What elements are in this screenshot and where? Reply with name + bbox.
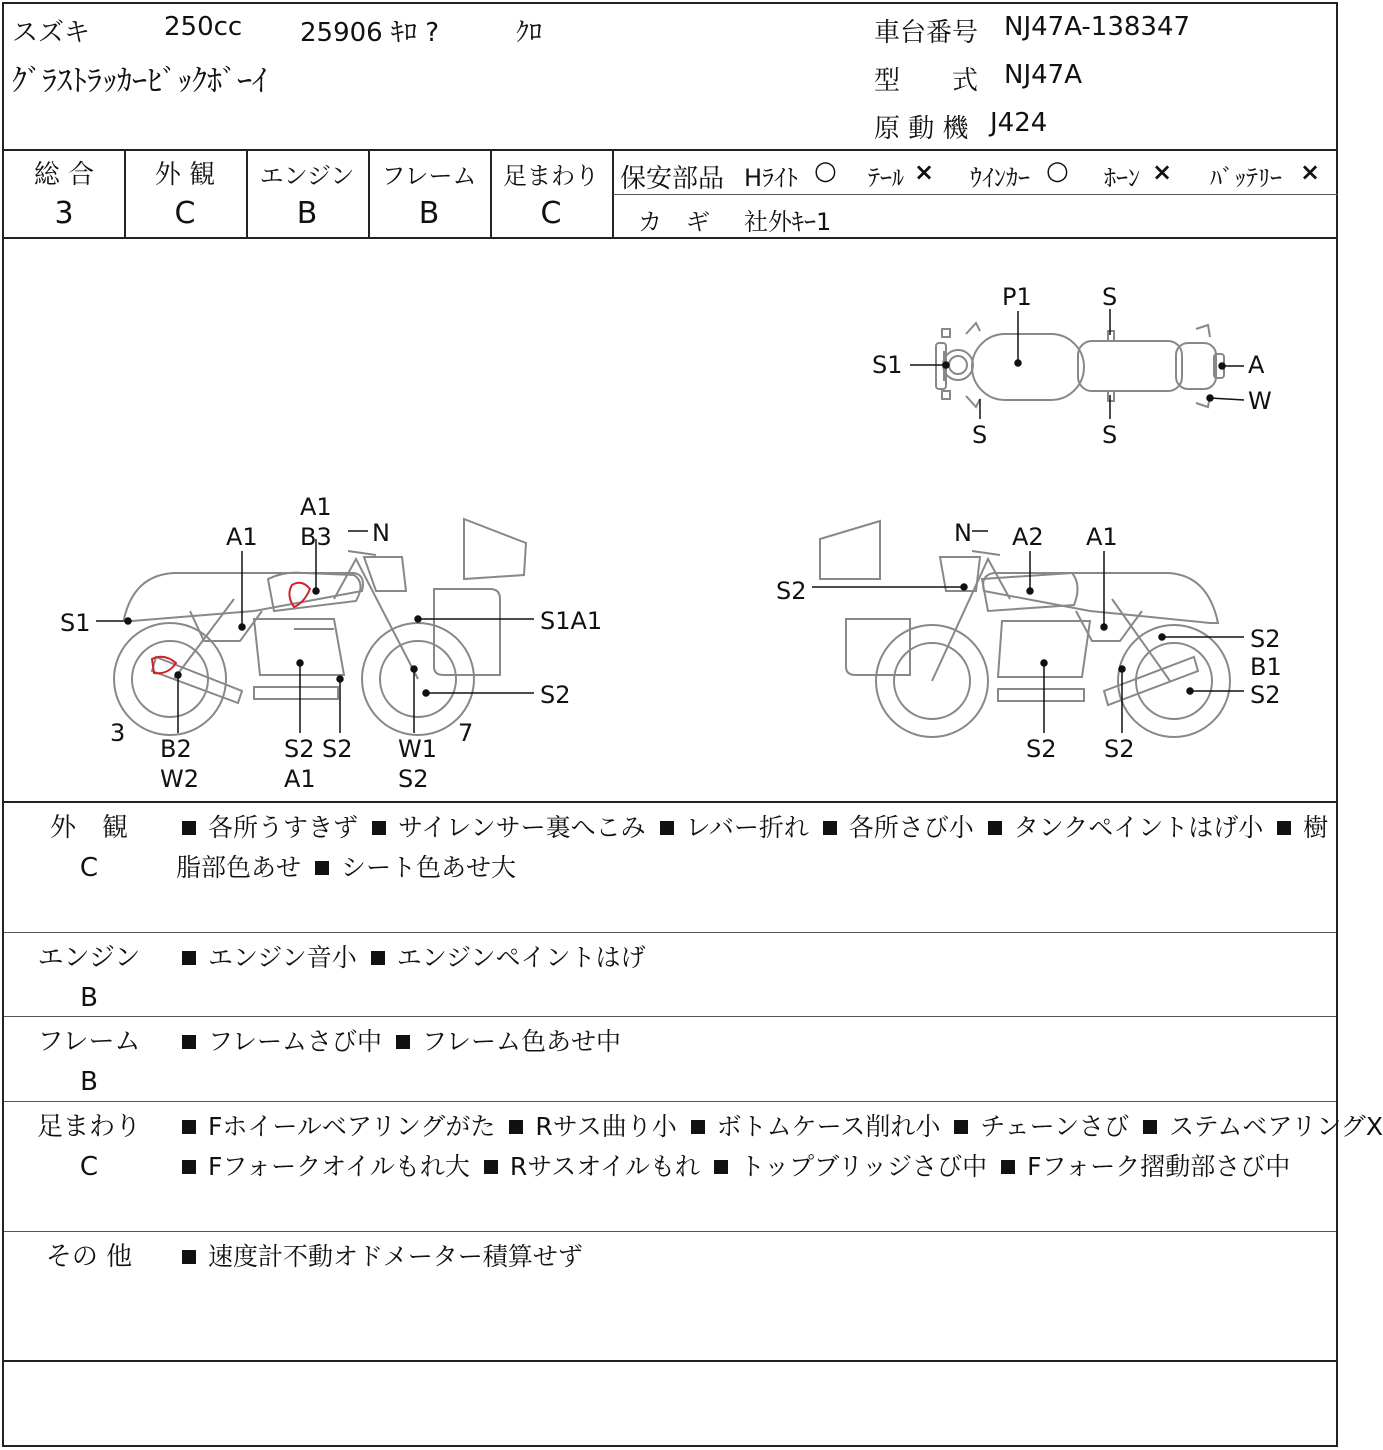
bullet-icon [182, 1035, 196, 1049]
bullet-icon [823, 821, 837, 835]
note-item: ステムベアリングX [1169, 1112, 1383, 1141]
damage-mark-tank [289, 583, 310, 607]
frame-notes [176, 1022, 1336, 1062]
label-a1: A1 [300, 493, 332, 521]
suspension-section-label: 足まわり [36, 1112, 141, 1142]
label-s2: S2 [322, 735, 353, 763]
label-s2: S2 [284, 735, 315, 763]
bullet-icon [484, 1160, 498, 1174]
note-item: Rサスオイルもれ [509, 1152, 700, 1181]
type-value: NJ47A [1004, 60, 1082, 90]
label-s: S [1102, 283, 1118, 311]
bullet-icon [509, 1120, 523, 1134]
note-item: 速度計不動オドメーター積算せず [208, 1242, 583, 1271]
bullet-icon [372, 821, 386, 835]
divider [612, 149, 614, 237]
note-item: エンジンペイントはげ [396, 943, 646, 972]
suspension-label: 足まわり [503, 162, 599, 190]
frame-section-grade: B [80, 1067, 98, 1097]
inspection-sheet [2, 2, 1383, 1447]
label-s2: S2 [398, 765, 429, 793]
other-section-label: その 他 [45, 1242, 133, 1272]
note-item: フレームさび中 [208, 1027, 383, 1056]
divider [4, 1231, 1336, 1232]
note-item: タンクペイントはげ小 [1013, 813, 1264, 842]
label-w2: W2 [160, 765, 199, 793]
divider [4, 1101, 1336, 1102]
maker: スズキ [12, 18, 91, 48]
model-name: ｸﾞﾗｽﾄﾗｯｶｰﾋﾞｯｸﾎﾞｰｲ [12, 64, 267, 99]
note-item: 各所さび小 [848, 813, 974, 842]
label-s2: S2 [1026, 735, 1057, 763]
frame-section-label: フレーム [37, 1027, 141, 1057]
note-item: レバー折れ [685, 813, 809, 842]
headlight-label: Hﾗｲﾄ [744, 164, 799, 192]
color: ｸﾛ [516, 18, 543, 48]
engine-section-label: エンジン [37, 943, 141, 973]
note-item: Rサス曲り小 [535, 1112, 677, 1141]
label-s2: S2 [1250, 625, 1281, 653]
note-item: Fフォーク摺動部さび中 [1027, 1152, 1291, 1181]
label-w1: W1 [398, 735, 437, 763]
engine-model-label: 原 動 機 [874, 114, 969, 144]
note-item: Fフォークオイルもれ大 [208, 1152, 470, 1181]
headlight-status: ○ [814, 156, 837, 186]
battery-label: ﾊﾞｯﾃﾘｰ [1210, 164, 1282, 192]
type-label: 型 式 [874, 66, 979, 96]
exterior-label: 外 観 [154, 160, 216, 190]
displacement: 250cc [164, 12, 243, 42]
frame-grade: B [418, 196, 440, 231]
frame-number-value: NJ47A-138347 [1004, 12, 1191, 42]
label-3: 3 [110, 719, 126, 747]
note-item: エンジン音小 [208, 943, 357, 972]
bullet-icon [182, 951, 196, 965]
exterior-section-label: 外 観 [49, 813, 128, 843]
suspension-section-grade: C [79, 1152, 99, 1182]
label-b3: B3 [300, 523, 332, 551]
bullet-icon [988, 821, 1002, 835]
damage-diagram [4, 239, 1338, 801]
suspension-notes [176, 1107, 1383, 1187]
note-item: 樹脂部色あせ [176, 813, 1329, 882]
divider [4, 149, 1336, 151]
mileage: 25906 ｷﾛ ? [300, 18, 440, 48]
note-item: チェーンさび [980, 1112, 1130, 1141]
label-b1: B1 [1250, 653, 1282, 681]
frame-number-label: 車台番号 [874, 18, 979, 48]
label-s2: S2 [1104, 735, 1135, 763]
label-s1: S1 [872, 351, 903, 379]
label-s: S [1102, 421, 1118, 449]
label-7: 7 [458, 719, 474, 747]
label-a: A [1248, 351, 1265, 379]
bullet-icon [660, 821, 674, 835]
engine-model-value: J424 [990, 108, 1048, 138]
divider [4, 932, 1336, 933]
note-item: ボトムケース削れ小 [716, 1112, 941, 1141]
winker-label: ｳｲﾝｶｰ [970, 164, 1030, 192]
horn-status: × [1152, 158, 1173, 186]
suspension-grade: C [540, 196, 562, 231]
label-s2: S2 [540, 681, 571, 709]
label-s1: S1 [60, 609, 91, 637]
note-item: 各所うすきず [208, 813, 359, 842]
label-s1a1: S1A1 [540, 607, 603, 635]
bullet-icon [371, 951, 385, 965]
bullet-icon [182, 1120, 196, 1134]
label-n: N [954, 519, 972, 547]
label-a1: A1 [226, 523, 258, 551]
note-item: サイレンサー裏へこみ [397, 813, 646, 842]
bullet-icon [182, 821, 196, 835]
bullet-icon [396, 1035, 410, 1049]
engine-label: エンジン [259, 162, 355, 190]
note-item: フレーム色あせ中 [421, 1027, 621, 1056]
tail-status: × [914, 158, 935, 186]
label-n: N [372, 519, 390, 547]
bullet-icon [714, 1160, 728, 1174]
right-view-bike [820, 521, 1230, 737]
key-value: 社外ｷｰ1 [744, 208, 832, 236]
note-item: Fホイールベアリングがた [208, 1112, 496, 1141]
label-a1: A1 [1086, 523, 1118, 551]
label-s2: S2 [1250, 681, 1281, 709]
safety-label: 保安部品 [620, 164, 725, 194]
note-item: シート色あせ大 [340, 853, 516, 882]
label-s: S [972, 421, 988, 449]
exterior-section-grade: C [79, 853, 99, 883]
bullet-icon [315, 861, 329, 875]
overall-label: 総 合 [33, 160, 95, 190]
note-item: トップブリッジさび中 [739, 1152, 988, 1181]
winker-status: ○ [1046, 156, 1069, 186]
damage-marks [152, 583, 310, 674]
bullet-icon [182, 1250, 196, 1264]
engine-notes [176, 938, 1336, 978]
left-view-bike [114, 519, 526, 735]
bullet-icon [1143, 1120, 1157, 1134]
key-label: カ ギ [638, 208, 710, 236]
label-a2: A2 [1012, 523, 1044, 551]
bullet-icon [691, 1120, 705, 1134]
label-b2: B2 [160, 735, 192, 763]
label-a1: A1 [284, 765, 316, 793]
horn-label: ﾎｰﾝ [1104, 164, 1140, 192]
bullet-icon [1277, 821, 1291, 835]
label-s2: S2 [776, 577, 807, 605]
tail-label: ﾃｰﾙ [868, 164, 904, 192]
exterior-notes [176, 808, 1336, 888]
divider [4, 801, 1336, 803]
top-view-bike [936, 323, 1224, 407]
frame-label: フレーム [381, 162, 477, 190]
exterior-grade: C [174, 196, 196, 231]
label-w: W [1248, 387, 1272, 415]
engine-section-grade: B [80, 983, 98, 1013]
bullet-icon [182, 1160, 196, 1174]
bullet-icon [1001, 1160, 1015, 1174]
label-p1: P1 [1002, 283, 1032, 311]
divider [4, 1360, 1336, 1362]
battery-status: × [1300, 158, 1321, 186]
divider [4, 1016, 1336, 1017]
bullet-icon [954, 1120, 968, 1134]
engine-grade: B [296, 196, 318, 231]
other-notes [176, 1237, 1336, 1277]
overall-grade: 3 [54, 196, 74, 231]
